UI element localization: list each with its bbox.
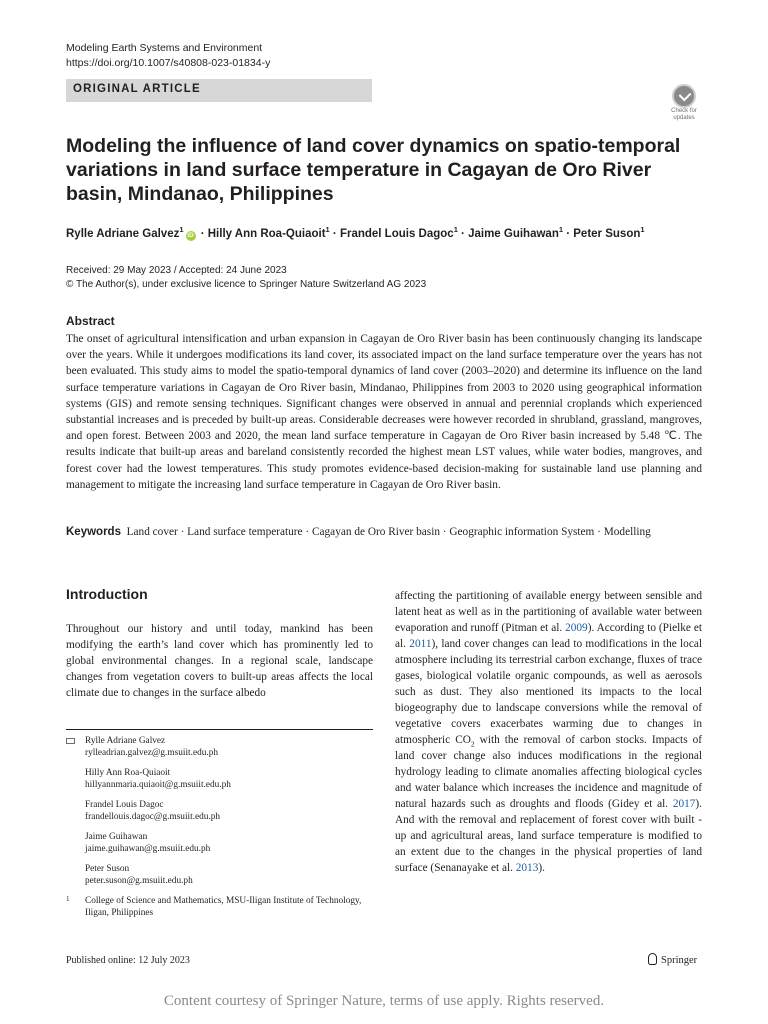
copyright-notice: © The Author(s), under exclusive licence to Springer Nature Switzerland AG 2023: [66, 279, 427, 290]
citation-link[interactable]: 2013: [515, 862, 539, 874]
contact-email[interactable]: peter.suson@g.msuiit.edu.ph: [85, 875, 193, 886]
author-name[interactable]: Frandel Louis Dagoc: [339, 228, 454, 240]
contact-entry: [66, 800, 373, 823]
citation-link[interactable]: 2009: [565, 622, 588, 634]
introduction-column-left: Throughout our history and until today, mankind has been modifying the earth’s land cover which has prominently led to global environmental changes. In a regional scale, landscape changes from vegetation covers to built-up areas affects the local climate due to changes in the surface albedo: [66, 623, 373, 699]
body-text: ). According to (Pielke et al.: [395, 622, 702, 650]
check-for-updates-line2: updates: [673, 115, 695, 121]
springer-horse-icon: [648, 953, 657, 965]
author-affiliation-mark: 1: [453, 225, 458, 235]
contact-entry: [66, 768, 373, 791]
author-list: Rylle Adriane Galvez$^1$iD · Hilly Ann Roa-Quiaoit$^1$ · Frandel Louis Dagoc$^1$ · Jaime Guihawan$^1$ · Peter Suson$^1$: [66, 225, 645, 240]
contact-name: Peter Suson: [85, 864, 130, 874]
contact-entry: [66, 736, 373, 759]
author-name[interactable]: Jaime Guihawan: [468, 228, 559, 240]
contact-entry: [66, 832, 373, 855]
contact-name: Jaime Guihawan: [85, 832, 148, 842]
body-text: ).: [538, 862, 545, 874]
footnote-divider: [66, 729, 373, 730]
body-text: affecting the partitioning of available energy between sensible and latent heat as well as in the partitioning of available water between evaporation and runoff (Pitman et al.: [395, 590, 702, 634]
author-affiliation-mark: 1: [640, 225, 645, 235]
body-text: with the removal of carbon stocks. Impacts of land cover change also induces modifications in the regional hydrology leading to climate anomalies affecting biological cycles and water balance which increases the incidence and magnitude of natural hazards such as droughts and floods (Gidey et al.: [395, 734, 703, 810]
contact-name: Rylle Adriane Galvez: [85, 736, 166, 746]
contact-email[interactable]: hillyannmaria.quiaoit@g.msuiit.edu.ph: [85, 779, 231, 790]
author-affiliation-mark: 1: [325, 225, 330, 235]
affiliation: [66, 896, 373, 919]
orcid-icon[interactable]: iD: [187, 232, 194, 239]
abstract-heading: Abstract: [66, 314, 115, 328]
affiliation-number: 1: [66, 895, 70, 903]
keywords-label: Keywords: [66, 526, 121, 538]
contact-name: Frandel Louis Dagoc: [85, 800, 164, 810]
article-title: Modeling the influence of land cover dynamics on spatio-temporal variations in land surface temperature in Cagayan de Oro River basin, Mindanao, Philippines: [66, 135, 681, 205]
publisher-logo[interactable]: [648, 953, 697, 966]
contact-name: Hilly Ann Roa-Quiaoit: [85, 768, 171, 778]
courtesy-footer: Content courtesy of Springer Nature, terms of use apply. Rights reserved.: [163, 993, 605, 1009]
author-contacts: [66, 736, 373, 919]
article-type-banner: [66, 79, 372, 102]
check-for-updates-line1: Check for: [671, 108, 697, 114]
article-type: ORIGINAL ARTICLE: [73, 83, 201, 95]
received-accepted: Received: 29 May 2023 / Accepted: 24 June 2023: [66, 265, 287, 276]
author-name[interactable]: Rylle Adriane Galvez: [66, 228, 180, 240]
contact-email[interactable]: frandellouis.dagoc@g.msuiit.edu.ph: [85, 811, 221, 822]
contact-email[interactable]: jaime.guihawan@g.msuiit.edu.ph: [85, 843, 211, 854]
affiliation-text: College of Science and Mathematics, MSU-Iligan Institute of Technology, Iligan, Philippines: [85, 896, 362, 918]
body-text: ). And with the removal and replacement of forest cover with built -up and agricultural areas, land surface temperature is modified to an extent due to the changes in the physical properties of land surface (Senanayake et al.: [395, 798, 702, 874]
author-affiliation-mark: 1: [179, 225, 184, 235]
abstract-text: The onset of agricultural intensification and urban expansion in Cagayan de Oro River basin has been continuously changing its landscape over the years. While it undergoes modifications its land cover, its associated impact on the land surface temperature over the years has not been evaluated. This study aims to model the spatio-temporal dynamics of land cover (2003–2020) and determine its influence on the land surface temperature variations in Cagayan de Oro River basin, Mindanao, Philippines from 2003 to 2020 using geographical information systems (GIS) and remote sensing techniques. Significant changes were observed in annual and perennial croplands which experienced substantial increases and is preceded by built-up areas. Considerable decreases were however recorded in shrubland, grassland, mangroves, and open forest. Between 2003 and 2020, the mean land surface temperature in Cagayan de Oro River basin increased by 5.48 ℃. The results indicate that built-up areas and bareland consistently recorded the highest mean LST values, while water bodies, mangroves, and forest cover had the lowest temperatures. This study promotes evidence-based decision-making for sustainable land use planning and management to mitigate the increasing land surface temperature in Cagayan de Oro River basin.: [66, 333, 702, 491]
article-dates: [66, 264, 426, 292]
doi-link[interactable]: https://doi.org/10.1007/s40808-023-01834-y: [66, 57, 271, 69]
contact-email[interactable]: rylleadrian.galvez@g.msuiit.edu.ph: [85, 747, 218, 758]
published-date: Published online: 12 July 2023: [66, 955, 190, 966]
publisher-name: Springer: [661, 955, 698, 966]
introduction-column-right: [395, 588, 702, 876]
body-text: ), land cover changes can lead to modifications in the local atmosphere including its terrestrial carbon exchange, fluxes of trace gases, biological volatile organic compounds, as well as aerosols such as dust. They also mentioned its impacts to the local biogeography due to landscape conversions while the removal of vegetative covers exacerbates warming due to changes in atmospheric CO: [395, 638, 702, 746]
author-name[interactable]: Peter Suson: [573, 228, 641, 240]
subscript: 2: [470, 739, 475, 749]
author-name[interactable]: Hilly Ann Roa-Quiaoit: [207, 228, 326, 240]
author-affiliation-mark: 1: [558, 225, 564, 235]
check-for-updates[interactable]: [666, 84, 702, 124]
mail-icon: [66, 738, 75, 744]
citation-link[interactable]: 2011: [409, 638, 432, 650]
introduction-heading: Introduction: [66, 586, 148, 602]
journal-name: Modeling Earth Systems and Environment: [66, 42, 263, 54]
keywords: [66, 524, 702, 540]
contact-entry: [66, 864, 373, 887]
check-for-updates-icon: [672, 84, 696, 108]
keywords-list: Land cover · Land surface temperature · Cagayan de Oro River basin · Geographic information System · Modelling: [126, 526, 651, 538]
journal-header: [66, 41, 270, 71]
citation-link[interactable]: 2017: [672, 798, 696, 810]
